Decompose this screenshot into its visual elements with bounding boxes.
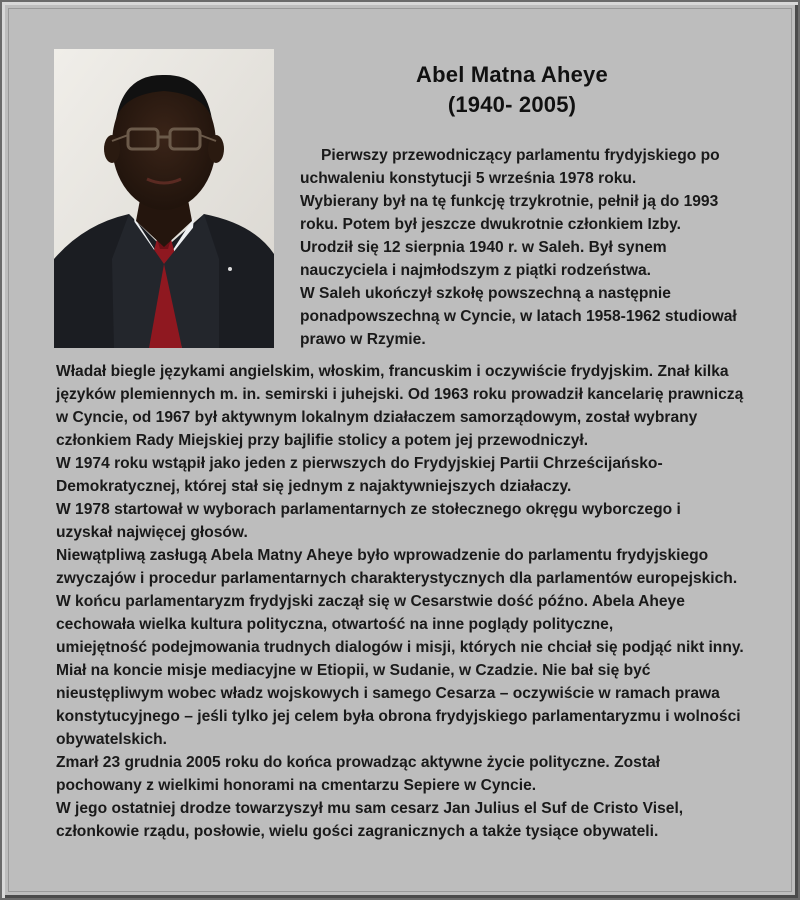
body-line: uzyskał najwięcej głosów. [56, 524, 248, 541]
body-line: obywatelskich. [56, 731, 167, 748]
body-line: Miał na koncie misje mediacyjne w Etiopii, w Sudanie, w Czadzie. Nie bał się być [56, 662, 651, 679]
person-years: (1940- 2005) [447, 92, 577, 117]
body-line: W jego ostatniej drodze towarzyszył mu sam cesarz Jan Julius el Suf de Cristo Visel, [56, 800, 684, 817]
body-line: W 1978 startował w wyborach parlamentarnych ze stołecznego okręgu wyborczego i [56, 501, 681, 518]
body-line: W 1974 roku wstąpił jako jeden z pierwszych do Frydyjskiej Partii Chrześcijańsko- [56, 455, 663, 472]
body-line: umiejętność podejmowania trudnych dialogów i misji, których nie chciał się podjąć nikt inny. [56, 639, 744, 656]
body-line: nieustępliwym wobec władz wojskowych i samego Cesarza – oczywiście w ramach prawa [56, 685, 720, 702]
intro-line: roku. Potem był jeszcze dwukrotnie członkiem Izby. [300, 216, 681, 233]
intro-line: uchwaleniu konstytucji 5 września 1978 roku. [300, 170, 637, 187]
intro-line: Urodził się 12 sierpnia 1940 r. w Saleh. Był synem [300, 239, 667, 256]
body-line: zwyczajów i procedur parlamentarnych charakterystycznych dla parlamentów europejskich. [56, 570, 738, 587]
intro-line: prawo w Rzymie. [300, 331, 426, 348]
body-line: Niewątpliwą zasługą Abela Matny Aheye było wprowadzenie do parlamentu frydyjskiego [56, 547, 709, 564]
intro-paragraph [300, 144, 770, 351]
body-line: członkowie rządu, posłowie, wielu gości zagranicznych a także tysiące obywateli. [56, 823, 659, 840]
body-line: konstytucyjnego – jeśli tylko jej celem była obrona frydyjskiego parlamentaryzmu i wolności [56, 708, 741, 725]
intro-line: ponadpowszechną w Cyncie, w latach 1958-1962 studiował [300, 308, 737, 325]
body-line: języków plemiennych m. in. semirski i juhejski. Od 1963 roku prowadził kancelarię prawniczą [56, 386, 744, 403]
body-line: W końcu parlamentaryzm frydyjski zaczął się w Cesarstwie dość późno. Abela Aheye [56, 593, 685, 610]
body-line: cechowała wielka kultura polityczna, otwartość na inne poglądy polityczne, [56, 616, 614, 633]
body-line: Zmarł 23 grudnia 2005 roku do końca prowadząc aktywne życie polityczne. Został [56, 754, 661, 771]
body-line: członkiem Rady Miejskiej przy bajlifie stolicy a potem jej przewodniczył. [56, 432, 589, 449]
portrait-photo [54, 49, 274, 348]
body-line: Władał biegle językami angielskim, włoskim, francuskim i oczywiście frydyjskim. Znał kilka [56, 363, 729, 380]
biography-paragraph [56, 360, 766, 843]
intro-line: Wybierany był na tę funkcję trzykrotnie, pełnił ją do 1993 [300, 193, 719, 210]
body-line: Demokratycznej, której stał się jednym z najaktywniejszych działaczy. [56, 478, 572, 495]
intro-line: W Saleh ukończył szkołę powszechną a następnie [300, 285, 671, 302]
intro-line: nauczyciela i najmłodszym z piątki rodzeństwa. [300, 262, 651, 279]
intro-line: Pierwszy przewodniczący parlamentu frydyjskiego po [321, 147, 720, 164]
body-line: pochowany z wielkimi honorami na cmentarzu Sepiere w Cyncie. [56, 777, 537, 794]
body-line: w Cyncie, od 1967 był aktywnym lokalnym działaczem samorządowym, został wybrany [56, 409, 698, 426]
person-name: Abel Matna Aheye [416, 62, 608, 87]
